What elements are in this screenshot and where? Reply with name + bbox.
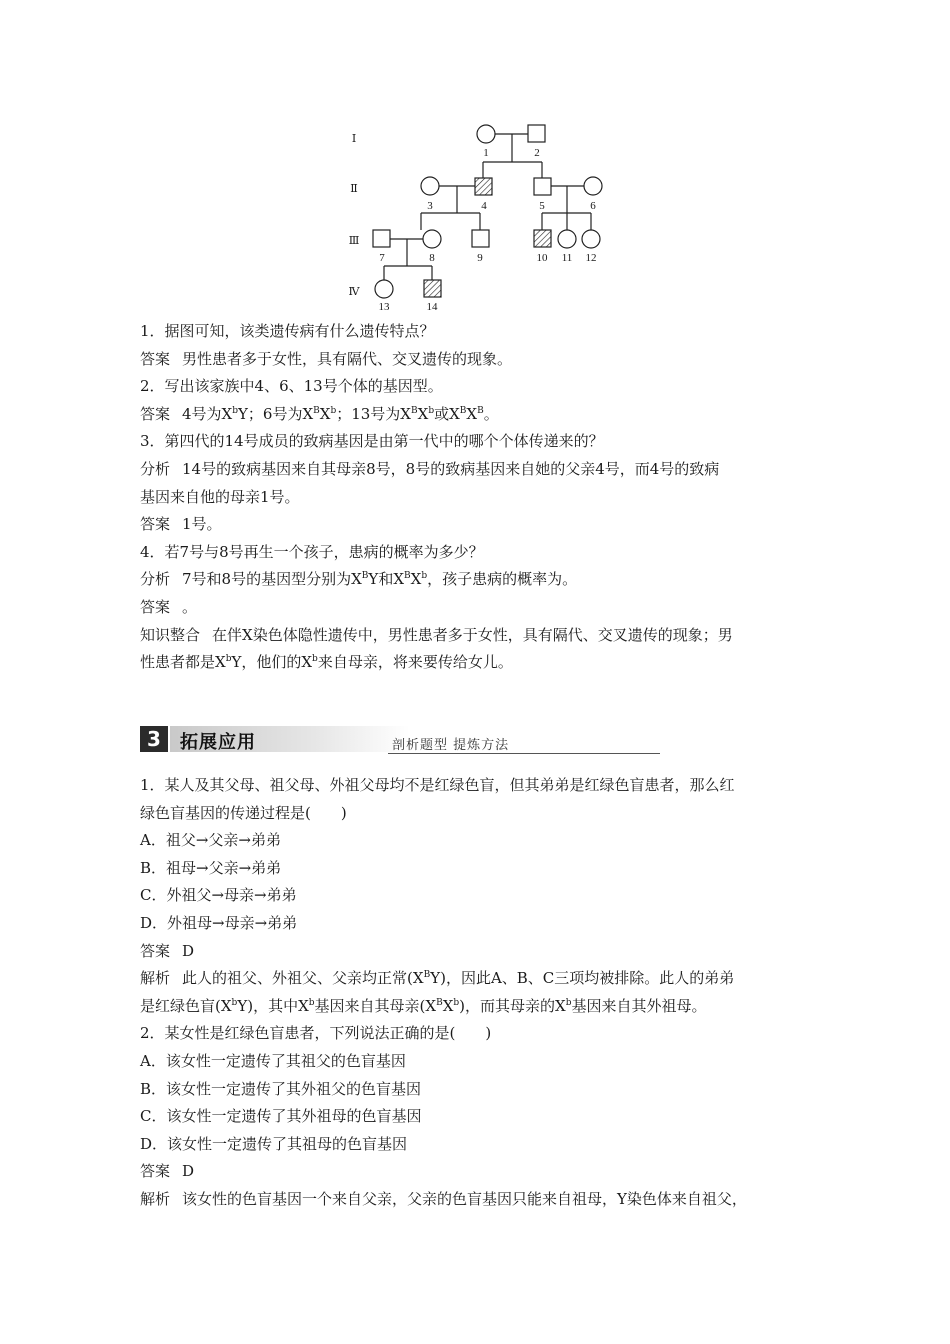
question-2: 2．写出该家族中4、6、13号个体的基因型。 <box>140 377 443 396</box>
exercise-2: 2．某女性是红绿色盲患者，下列说法正确的是( ) <box>140 1024 492 1043</box>
individual-label: 8 <box>429 252 435 264</box>
option-b: B．祖母→父亲→弟弟 <box>140 858 282 877</box>
individual-label: 6 <box>590 200 596 212</box>
knowledge-summary-cont: 性患者都是$X^bY$，他们的$X^b$来自母亲，将来要传给女儿。 <box>140 653 513 672</box>
option-c: C．该女性一定遗传了其外祖母的色盲基因 <box>140 1107 422 1126</box>
answer-3: 答案 1号。 <box>140 511 816 539</box>
exercise-2-explanation: 解析 该女性的色盲基因一个来自父亲，父亲的色盲基因只能来自祖母，Y染色体来自祖父， <box>140 1186 816 1214</box>
generation-label: Ⅰ <box>351 133 357 145</box>
section-banner <box>140 724 520 754</box>
summary-tag: 知识整合 <box>140 625 201 644</box>
individual-label: 2 <box>534 147 540 159</box>
exercise-1-explanation-cont: 是红绿色盲$(X^bY)$，其中$X^b$基因来自其母亲$(X^BX^b)$，而其母亲的$X^b$基因来自其外祖母。 <box>140 996 707 1015</box>
individual-label: 4 <box>481 200 487 212</box>
section-exercises <box>140 772 816 1214</box>
analysis-3-cont: 基因来自他的母亲1号。 <box>140 487 300 506</box>
analysis-tag: 分析 <box>140 459 171 478</box>
explanation-tag: 解析 <box>140 969 171 988</box>
generation-label: Ⅲ <box>348 235 360 247</box>
individual-label: 3 <box>427 200 433 212</box>
individual-label: 13 <box>378 301 390 312</box>
option-a: A．该女性一定遗传了其祖父的色盲基因 <box>140 1051 406 1070</box>
answer-tag: 答案 <box>140 515 171 534</box>
exercise-1-explanation: 解析 此人的祖父、外祖父、父亲均正常$(X^BY)$，因此A、B、C三项均被排除。此人的弟弟 <box>140 965 816 993</box>
knowledge-summary: 知识整合 在伴X染色体隐性遗传中，男性患者多于女性，具有隔代、交叉遗传的现象；男 <box>140 622 816 650</box>
individual-label: 1 <box>483 147 489 159</box>
answer-tag: 答案 <box>140 597 171 616</box>
exercise-2-answer: 答案 D <box>140 1158 816 1186</box>
question-4: 4．若7号与8号再生一个孩子，患病的概率为多少？ <box>140 542 484 561</box>
analysis-4: 分析 7号和8号的基因型分别为$X^BY$和$X^BX^b$，孩子患病的概率为。 <box>140 566 816 594</box>
explanation-tag: 解析 <box>140 1189 171 1208</box>
generation-label: Ⅳ <box>348 286 360 298</box>
pedigree-chart <box>330 112 620 312</box>
answer-2: 答案 4号为$X^bY$；6号为$X^BX^b$；13号为$X^BX^b$或$X^BX^B$。 <box>140 401 816 429</box>
answer-tag: 答案 <box>140 941 171 960</box>
analysis-3: 分析 14号的致病基因来自其母亲8号，8号的致病基因来自她的父亲4号，而4号的致病 <box>140 456 816 484</box>
question-1: 1．据图可知，该类遗传病有什么遗传特点？ <box>140 322 435 340</box>
answer-1: 答案 男性患者多于女性，具有隔代、交叉遗传的现象。 <box>140 346 816 374</box>
section-questions <box>140 318 816 677</box>
individual-label: 5 <box>539 200 545 212</box>
individual-label: 14 <box>426 301 438 312</box>
section-number: 3 <box>140 726 168 752</box>
exercise-1-cont: 绿色盲基因的传递过程是( ) <box>140 803 347 822</box>
option-a: A．祖父→父亲→弟弟 <box>140 831 281 850</box>
answer-tag: 答案 <box>140 404 171 423</box>
answer-tag: 答案 <box>140 349 171 368</box>
exercise-1: 1．某人及其父母、祖父母、外祖父母均不是红绿色盲，但其弟弟是红绿色盲患者，那么红 <box>140 776 735 794</box>
option-d: D．外祖母→母亲→弟弟 <box>140 913 298 932</box>
individual-label: 12 <box>585 252 597 264</box>
individual-label: 11 <box>561 252 573 264</box>
option-c: C．外祖父→母亲→弟弟 <box>140 886 297 905</box>
individual-label: 10 <box>536 252 548 264</box>
option-b: B．该女性一定遗传了其外祖父的色盲基因 <box>140 1079 422 1098</box>
question-3: 3．第四代的14号成员的致病基因是由第一代中的哪个个体传递来的？ <box>140 432 604 451</box>
option-d: D．该女性一定遗传了其祖母的色盲基因 <box>140 1134 408 1153</box>
answer-4: 答案 。 <box>140 594 816 622</box>
individual-label: 9 <box>477 252 483 264</box>
generation-label: Ⅱ <box>350 183 358 195</box>
banner-underline <box>388 753 660 754</box>
section-title: 拓展应用 <box>180 732 256 753</box>
analysis-tag: 分析 <box>140 570 171 589</box>
exercise-1-answer: 答案 D <box>140 938 816 966</box>
section-subtitle: 剖析题型 提炼方法 <box>392 738 510 753</box>
individual-label: 7 <box>379 252 385 264</box>
answer-tag: 答案 <box>140 1162 171 1181</box>
